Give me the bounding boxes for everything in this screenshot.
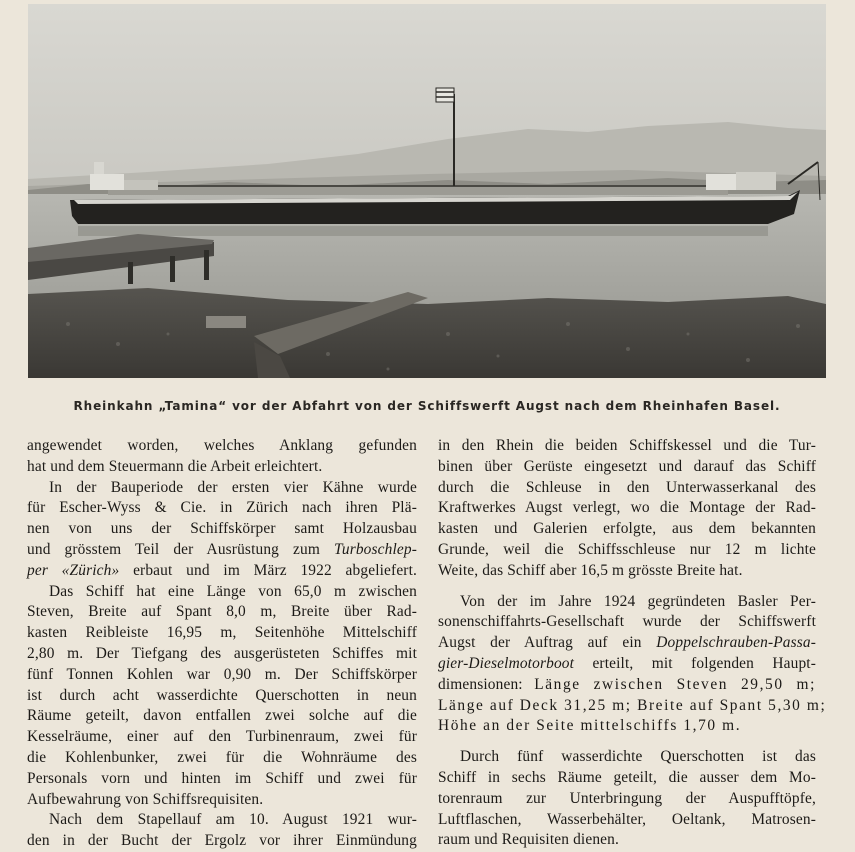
text-line: Personals vorn und hinten im Schiff und zwei für bbox=[27, 769, 417, 787]
text-line: sonenschiffahrts-Gesellschaft wurde der Schiffswerft bbox=[438, 613, 816, 631]
italic-text: per «Zürich» bbox=[27, 561, 120, 579]
text-line: per «Zürich» erbaut und im März 1922 abgeliefert. bbox=[27, 561, 417, 579]
text-line: ist durch acht wasserdichte Querschotten in neun bbox=[27, 686, 417, 704]
text-line: Grunde, weil die Schiffsschleuse nur 12 m lichte bbox=[438, 540, 816, 558]
text-line: Weite, das Schiff aber 16,5 m grösste Breite hat. bbox=[438, 561, 743, 579]
text-line: Aufbewahrung von Schiffsrequisiten. bbox=[27, 790, 264, 808]
italic-text: Turboschlep- bbox=[333, 540, 418, 558]
text-line: torenraum zur Unterbringung der Auspufftöpfe, bbox=[438, 789, 816, 807]
left-text-column bbox=[27, 436, 417, 852]
text-line: Luftflaschen, Wasserbehälter, Oeltank, Matrosen- bbox=[438, 810, 816, 828]
text-line: hat und dem Steuermann die Arbeit erleichtert. bbox=[27, 457, 323, 475]
text-line: Schiff in sechs Räume geteilt, die ausser dem Mo- bbox=[438, 768, 816, 786]
text-line: Räume geteilt, davon entfallen zwei solche auf die bbox=[27, 707, 417, 725]
text-line: und grösstem Teil der Ausrüstung zum Turboschlep- bbox=[27, 540, 418, 558]
text-line: Steven, Breite auf Spant 8,0 m, Breite über Rad- bbox=[27, 603, 417, 621]
text-line: Kraftwerkes Augst verlegt, wo die Montage der Rad- bbox=[438, 499, 816, 517]
text-line: Länge auf Deck 31,25 m; Breite auf Spant 5,30 m; bbox=[438, 696, 827, 714]
text-line: die Kohlenbunker, zwei für die Wohnräume des bbox=[27, 748, 417, 766]
text-line: Höhe an der Seite mittelschiffs 1,70 m. bbox=[438, 717, 742, 735]
figure-caption: Rheinkahn „Tamina“ vor der Abfahrt von der Schiffswerft Augst nach dem Rheinhafen Basel. bbox=[73, 399, 781, 413]
text-line: Durch fünf wasserdichte Querschotten ist das bbox=[460, 748, 816, 766]
text-line: durch die Schleuse in den Unterwasserkanal des bbox=[438, 478, 816, 496]
text-line: Augst der Auftrag auf ein Doppelschrauben-Passa- bbox=[438, 634, 817, 652]
text-line: fünf Tonnen Kohlen war 0,90 m. Der Schiffskörper bbox=[27, 665, 417, 683]
ship-photograph bbox=[28, 4, 826, 378]
text-line: den in der Bucht der Ergolz vor ihrer Einmündung bbox=[27, 832, 417, 850]
text-line: kasten und Galerien erfolgte, aus dem bekannten bbox=[438, 520, 816, 538]
text-line: 2,80 m. Der Tiefgang des ausgerüsteten Schiffes mit bbox=[27, 644, 417, 662]
text-line: Nach dem Stapellauf am 10. August 1921 wur- bbox=[49, 811, 417, 829]
ship-photograph-drawing bbox=[28, 4, 826, 378]
right-text-column bbox=[438, 436, 827, 851]
text-line: binen über Gerüste eingesetzt und darauf das Schiff bbox=[438, 457, 816, 475]
italic-text: Doppelschrauben-Passa- bbox=[656, 634, 817, 652]
text-line: in den Rhein die beiden Schiffskessel und die Tur- bbox=[438, 437, 816, 454]
text-line: Das Schiff hat eine Länge von 65,0 m zwischen bbox=[49, 582, 417, 600]
text-line: für Escher-Wyss & Cie. in Zürich nach ihren Plä- bbox=[27, 499, 417, 517]
text-line: kasten Reibleiste 16,95 m, Seitenhöhe Mittelschiff bbox=[27, 624, 417, 642]
text-line: Kesselräume, einer auf den Turbinenraum, zwei für bbox=[27, 728, 417, 746]
text-line: gier-Dieselmotorboot erteilt, mit folgenden Haupt- bbox=[438, 654, 816, 672]
text-line: Von der im Jahre 1924 gegründeten Basler Per- bbox=[460, 592, 816, 610]
text-line: dimensionen: Länge zwischen Steven 29,50 m; bbox=[438, 675, 817, 693]
text-line: nen von uns der Schiffskörper samt Holzausbau bbox=[27, 520, 417, 538]
spaced-text: Länge zwischen Steven 29,50 m; bbox=[534, 675, 817, 693]
text-line: In der Bauperiode der ersten vier Kähne wurde bbox=[49, 478, 417, 496]
text-line: angewendet worden, welches Anklang gefunden bbox=[27, 437, 417, 454]
italic-text: gier-Dieselmotorboot bbox=[438, 654, 575, 672]
text-line: raum und Requisiten dienen. bbox=[438, 831, 620, 849]
